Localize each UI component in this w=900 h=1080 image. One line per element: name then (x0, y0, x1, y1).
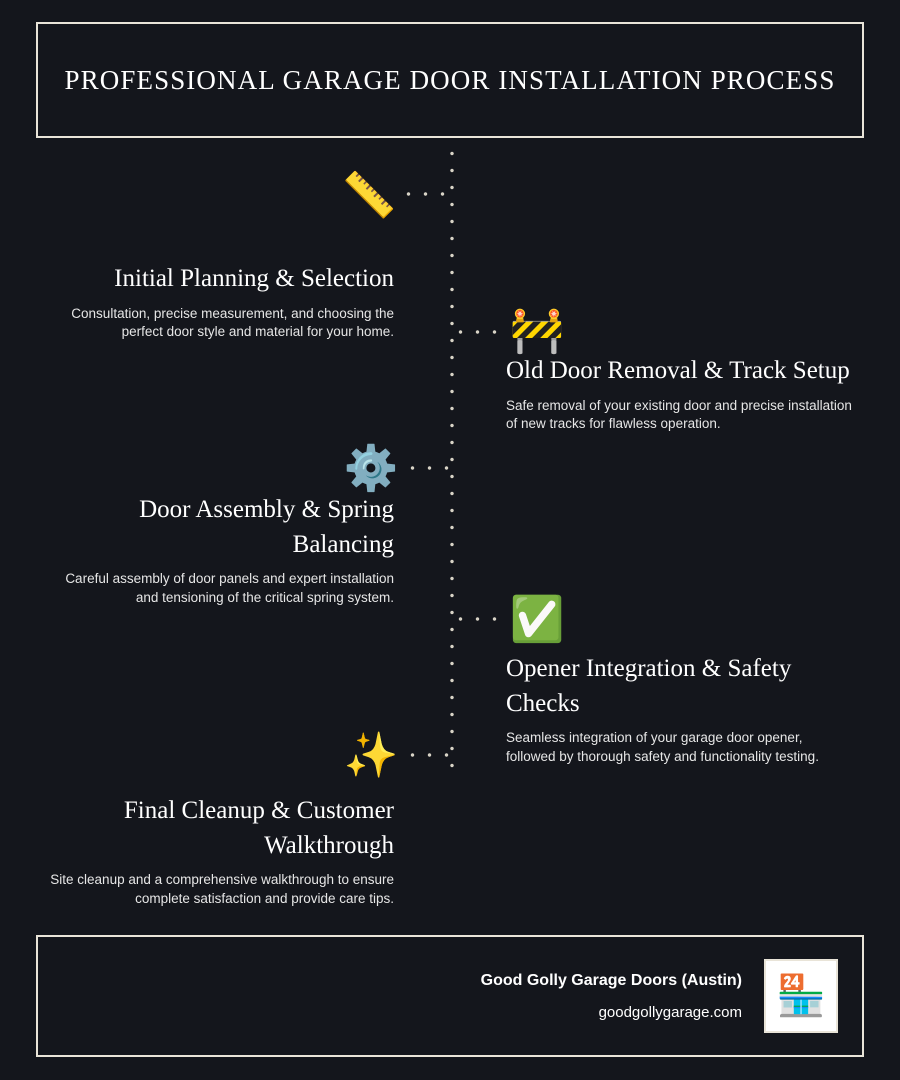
gear-icon-glyph: ⚙️ (343, 444, 399, 493)
ruler-icon-glyph: 📏 (341, 171, 397, 220)
gear-icon (340, 438, 402, 500)
step-5 (46, 794, 394, 908)
step-1-description: Consultation, precise measurement, and choosing the perfect door style and material for your home. (71, 305, 394, 340)
sparkles-icon (340, 725, 402, 787)
step-3-description: Careful assembly of door panels and expert installation and tensioning of the critical spring system. (65, 571, 394, 605)
check-mark-icon (506, 589, 568, 651)
garage-door-logo-glyph: 🏪 (776, 974, 826, 1018)
step-5-description: Site cleanup and a comprehensive walkthrough to ensure complete satisfaction and provide care tips. (50, 872, 394, 906)
step-3 (46, 493, 394, 607)
construction-barrier-icon (506, 300, 568, 362)
ruler-icon (338, 165, 400, 227)
connector-step-2 (452, 330, 504, 334)
sparkles-icon-glyph: ✨ (343, 731, 399, 780)
step-4-description: Seamless integration of your garage door opener, followed by thorough safety and functionality testing. (506, 730, 819, 764)
connector-step-3 (404, 466, 452, 470)
footer-banner (36, 935, 864, 1057)
footer-text-block (481, 972, 742, 1021)
step-4 (506, 652, 854, 766)
company-name: Good Golly Garage Doors (Austin) (480, 971, 742, 989)
step-2-title: Old Door Removal & Track Setup (506, 357, 850, 384)
connector-step-1 (400, 192, 452, 196)
connector-step-4 (452, 617, 504, 621)
step-4-title: Opener Integration & Safety Checks (506, 655, 792, 717)
check-mark-icon-glyph: ✅ (509, 595, 565, 644)
header-banner (36, 22, 864, 138)
step-1 (46, 262, 394, 342)
footer-content (481, 937, 838, 1055)
garage-door-logo-icon (764, 959, 838, 1033)
timeline-spine (450, 145, 454, 775)
step-3-title: Door Assembly & Spring Balancing (139, 496, 394, 558)
page-title: PROFESSIONAL GARAGE DOOR INSTALLATION PROCESS (64, 64, 836, 95)
step-5-title: Final Cleanup & Customer Walkthrough (123, 797, 394, 859)
construction-barrier-icon-glyph: 🚧 (509, 306, 565, 355)
step-1-title: Initial Planning & Selection (114, 265, 394, 292)
step-2 (506, 354, 854, 434)
step-2-description: Safe removal of your existing door and precise installation of new tracks for flawless operation. (506, 397, 852, 432)
website-url[interactable]: goodgollygarage.com (598, 1003, 742, 1021)
connector-step-5 (404, 753, 452, 757)
